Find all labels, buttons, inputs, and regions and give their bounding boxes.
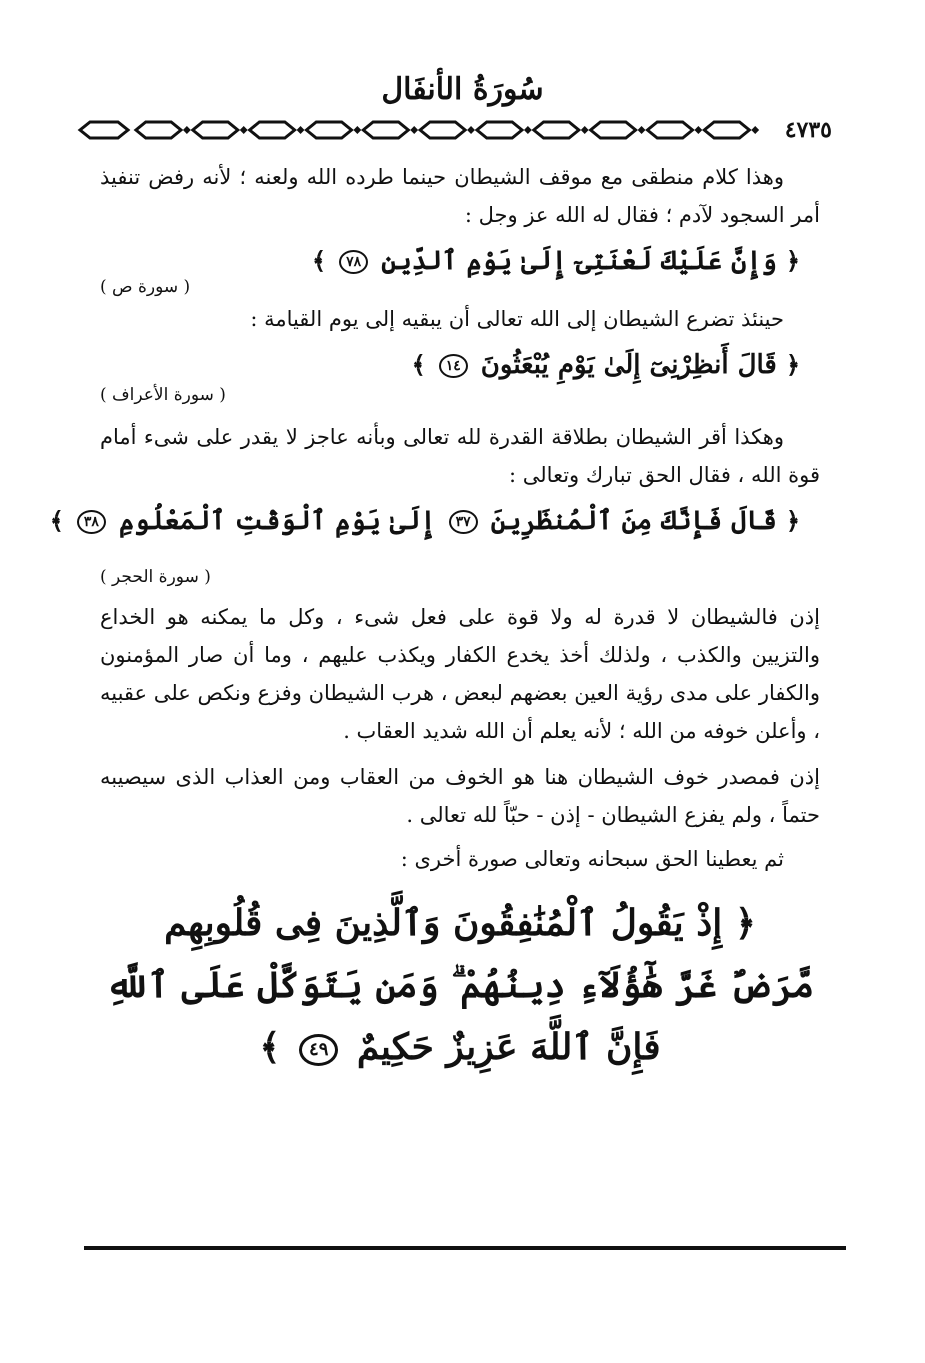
verse-text: قَالَ أَنظِرْنِىٓ إِلَىٰ يَوْمِ يُبْعَثُونَ xyxy=(480,350,777,380)
main-verse-line-1 xyxy=(100,892,820,954)
surah-title: سُورَةُ الأنفَال xyxy=(381,72,544,107)
verse-close-bracket: ﴾ xyxy=(311,246,327,275)
header-ornament-row xyxy=(76,118,838,142)
verse-text-part-a: قَالَ فَإِنَّكَ مِنَ ٱلْمُنظَرِينَ xyxy=(490,506,777,536)
verse-open-bracket: ﴿ xyxy=(785,350,800,379)
main-verse-line-3 xyxy=(100,1016,820,1078)
verse-open-bracket: ﴿ xyxy=(785,506,800,535)
ornamental-end-icon xyxy=(76,118,132,142)
paragraph-1: وهذا كلام منطقى مع موقف الشيطان حينما طرده الله ولعنه ؛ لأنه رفض تنفيذ أمر السجود لآدم ؛ فقال له الله عز وجل : xyxy=(100,165,820,227)
verse-number-badge: ٣٨ xyxy=(77,510,106,534)
verse-open-bracket: ﴿ xyxy=(785,246,800,275)
verse-close-bracket: ﴾ xyxy=(49,506,64,535)
verse-open-ornament-icon: ﴿ xyxy=(734,902,756,944)
paragraph-5: إذن فمصدر خوف الشيطان هنا هو الخوف من العقاب ومن العذاب الذى سيصيبه حتماً ، ولم يفزع الشيطان - إذن - حبّاً لله تعالى . xyxy=(100,765,820,827)
paragraph-4: إذن فالشيطان لا قدرة له ولا قوة على فعل شىء ، وكل ما يمكنه هو الخداع والتزيين والكذب ، ولذلك أخذ يخدع الكفار ويكذب عليهم ، وما أن صار المؤمنون والكفار على مدى رؤية العين بعضهم لبعض ، هرب الشيطان وفزع ونكص على عقبيه ، وأعلن خوفه من الله ؛ لأنه يعلم أن الله شديد العقاب . xyxy=(100,605,820,743)
paragraph-6: ثم يعطينا الحق سبحانه وتعالى صورة أخرى : xyxy=(400,847,784,871)
verse-block-3 xyxy=(49,502,820,587)
verse-text: وَإِنَّ عَلَيْكَ لَعْنَتِىٓ إِلَىٰ يَوْمِ ٱلدِّينِ xyxy=(381,246,777,276)
verse-close-ornament-icon: ﴾ xyxy=(259,1026,281,1068)
main-verse-line-2: مَّرَضٌ غَرَّ هَٰٓؤُلَآءِ دِينُهُمْ ۗ وَمَن يَتَوَكَّلْ عَلَى ٱللَّهِ xyxy=(105,964,815,1006)
verse-number-badge: ٤٩ xyxy=(299,1034,338,1066)
page-content xyxy=(49,158,820,1078)
verse-close-bracket: ﴾ xyxy=(411,350,426,379)
verse-text: إِذْ يَقُولُ ٱلْمُنَٰفِقُونَ وَٱلَّذِينَ فِى قُلُوبِهِم xyxy=(164,902,723,944)
verse-number-badge: ٣٧ xyxy=(449,510,478,534)
verse-text-part-b: إِلَىٰ يَوْمِ ٱلْوَقْتِ ٱلْمَعْلُومِ xyxy=(118,506,436,536)
surah-reference: ( سورة الحجر ) xyxy=(100,567,211,587)
quran-verse-3 xyxy=(50,502,800,540)
page-number: ٤٧٣٥ xyxy=(784,117,832,143)
verse-number-badge: ٧٨ xyxy=(339,250,368,274)
quran-verse-1 xyxy=(312,242,800,280)
ornamental-chain-icon xyxy=(132,118,779,142)
surah-reference: ( سورة ص ) xyxy=(100,277,191,297)
footer-rule xyxy=(84,1246,846,1250)
main-quran-verse xyxy=(100,892,820,1078)
verse-number-badge: ١٤ xyxy=(439,354,468,378)
paragraph-2: حينئذ تضرع الشيطان إلى الله تعالى أن يبقيه إلى يوم القيامة : xyxy=(250,307,784,331)
verse-block-2 xyxy=(100,346,820,404)
surah-reference: ( سورة الأعراف ) xyxy=(100,385,226,405)
verse-block-1 xyxy=(100,242,820,300)
verse-text: فَإِنَّ ٱللَّهَ عَزِيزٌ حَكِيمٌ xyxy=(356,1026,661,1068)
paragraph-3: وهكذا أقر الشيطان بطلاقة القدرة لله تعالى وبأنه عاجز لا يقدر على شىء أمام قوة الله ، فقال الحق تبارك وتعالى : xyxy=(100,425,820,487)
quran-verse-2 xyxy=(412,346,800,384)
